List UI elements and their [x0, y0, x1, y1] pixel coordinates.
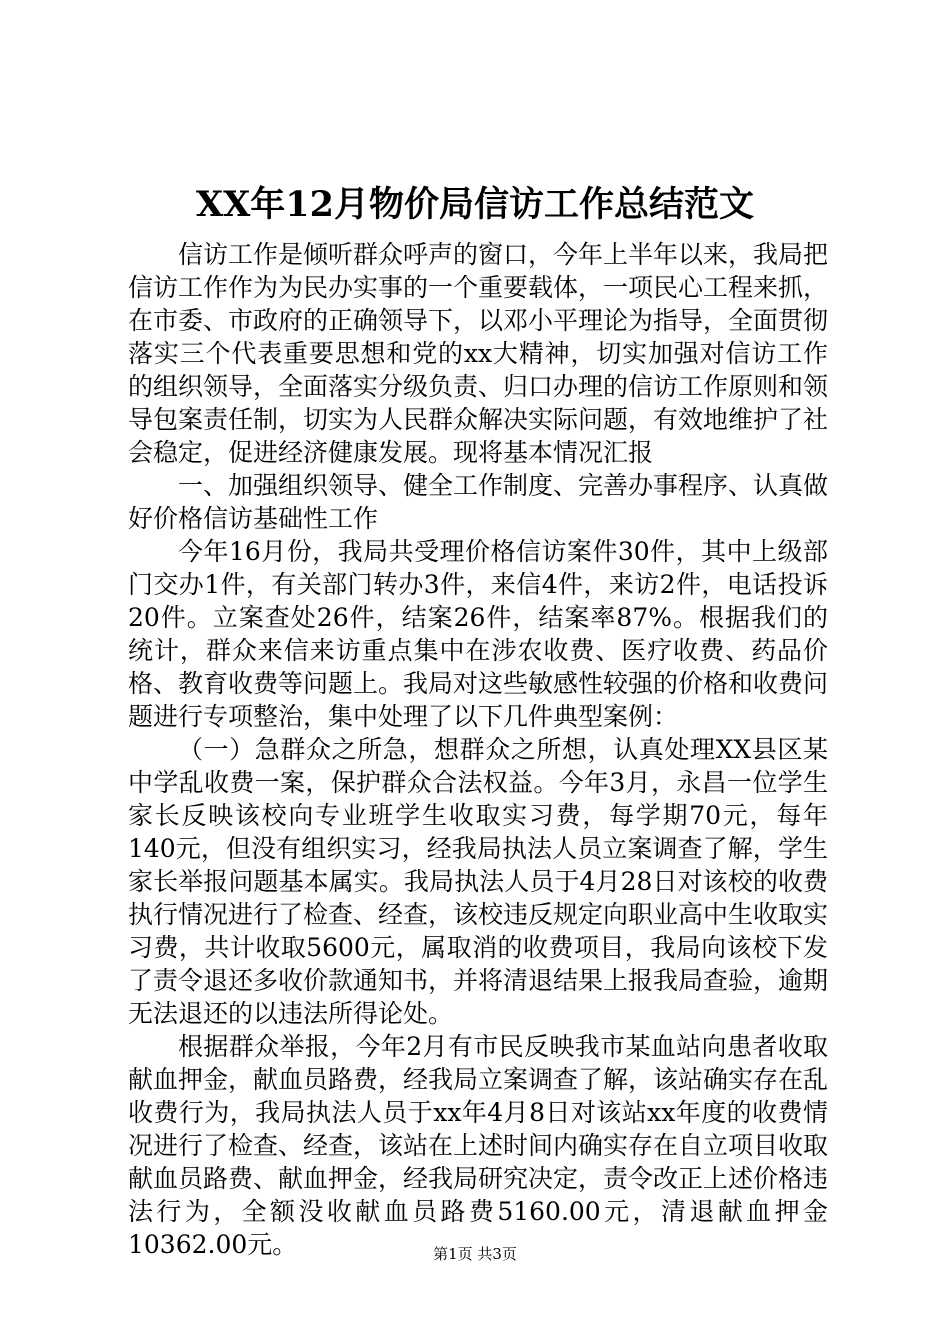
- paragraph-statistics: 今年16月份，我局共受理价格信访案件30件，其中上级部门交办1件，有关部门转办3件，来信4件，来访2件，电话投诉20件。立案查处26件，结案26件，结案率87%。根据我们的统计，群众来信来访重点集中在涉农收费、医疗收费、药品价格、教育收费等问题上。我局对这些敏感性较强的价格和收费问题进行专项整治，集中处理了以下几件典型案例：: [128, 537, 829, 731]
- document-body: [128, 238, 828, 1261]
- paragraph-intro: 信访工作是倾听群众呼声的窗口，今年上半年以来，我局把信访工作作为为民办实事的一个重要载体，一项民心工程来抓，在市委、市政府的正确领导下，以邓小平理论为指导，全面贯彻落实三个代表重要思想和党的xx大精神，切实加强对信访工作的组织领导，全面落实分级负责、归口办理的信访工作原则和领导包案责任制，切实为人民群众解决实际问题，有效地维护了社会稳定，促进经济健康发展。现将基本情况汇报: [128, 240, 829, 467]
- document-title: XX年12月物价局信访工作总结范文: [195, 184, 755, 225]
- page-footer: 第1页 共3页: [433, 1245, 517, 1263]
- paragraph-section-heading: 一、加强组织领导、健全工作制度、完善办事程序、认真做好价格信访基础性工作: [128, 471, 829, 533]
- paragraph-case-blood-station: 根据群众举报，今年2月有市民反映我市某血站向患者收取献血押金，献血员路费，经我局立案调查了解，该站确实存在乱收费行为，我局执法人员于xx年4月8日对该站xx年度的收费情况进行了检查、经查，该站在上述时间内确实存在自立项目收取献血员路费、献血押金，经我局研究决定，责令改正上述价格违法行为，全额没收献血员路费5160.00元，清退献血押金10362.00元。: [128, 1032, 829, 1259]
- paragraph-case-school: （一）急群众之所急，想群众之所想，认真处理XX县区某中学乱收费一案，保护群众合法权益。今年3月，永昌一位学生家长反映该校向专业班学生收取实习费，每学期70元，每年140元，但没有组织实习，经我局执法人员立案调查了解，学生家长举报问题基本属实。我局执法人员于4月28日对该校的收费执行情况进行了检查、经查，该校违反规定向职业高中生收取实习费，共计收取5600元，属取消的收费项目，我局向该校下发了责令退还多收价款通知书，并将清退结果上报我局查验，逾期无法退还的以违法所得论处。: [128, 735, 829, 1028]
